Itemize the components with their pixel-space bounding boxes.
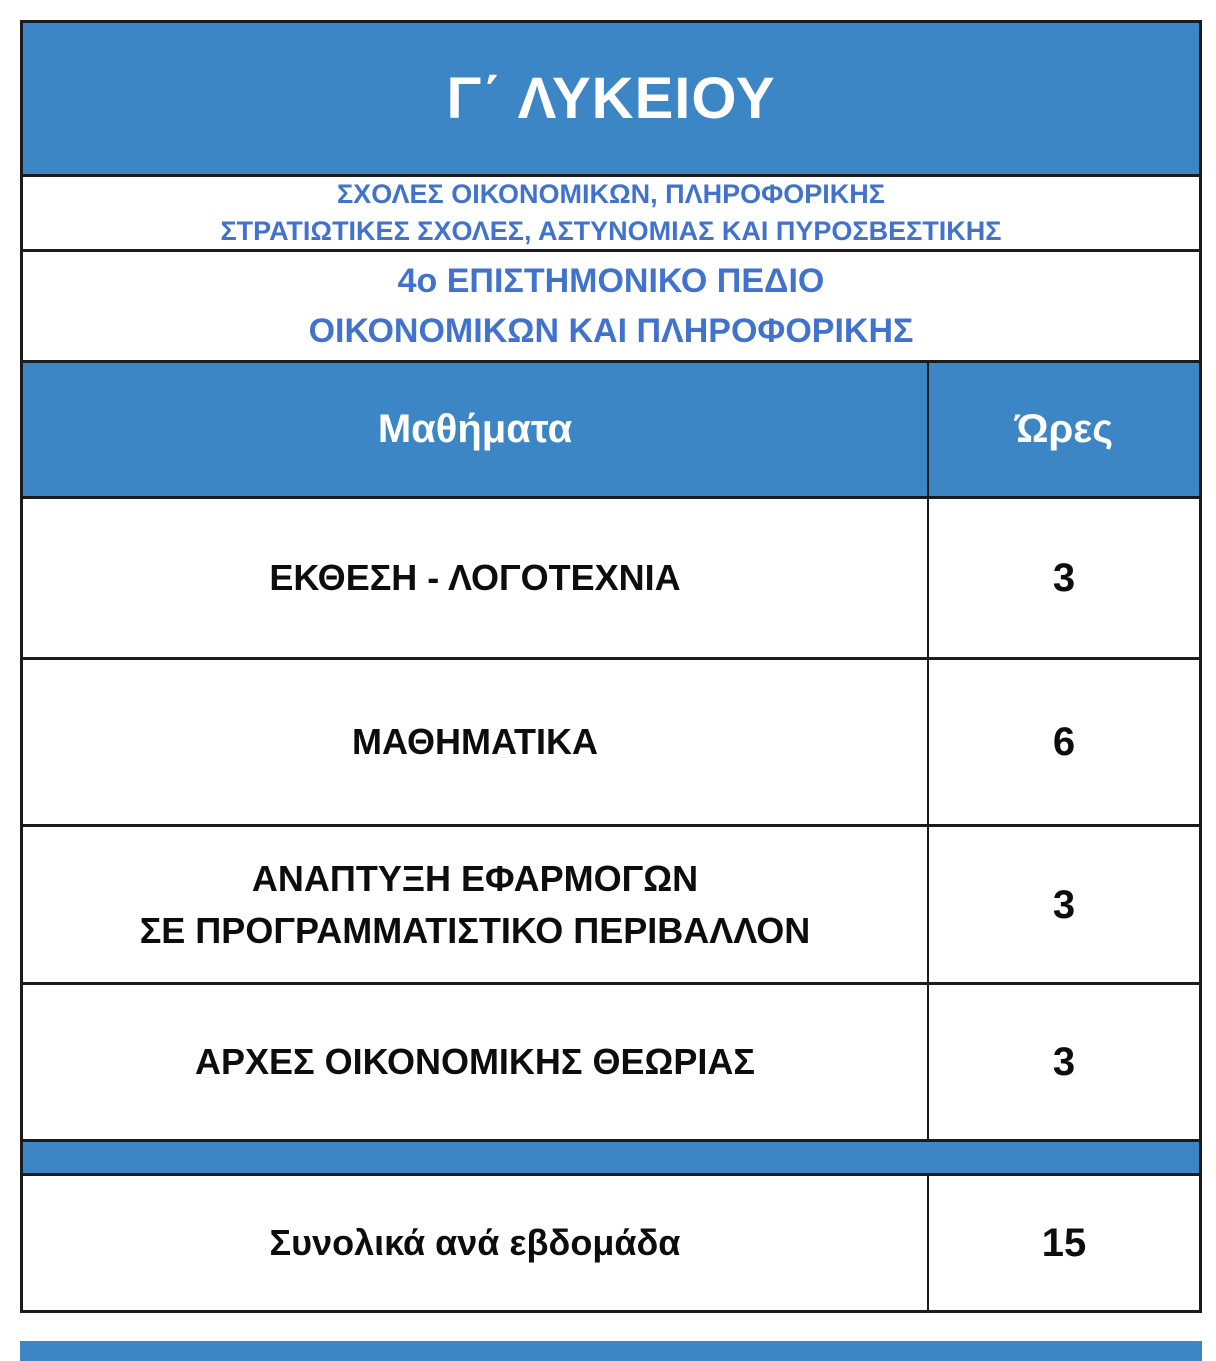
hours-cell [927, 985, 1199, 1139]
subject-label: ΑΡΧΕΣ ΟΙΚΟΝΟΜΙΚΗΣ ΘΕΩΡΙΑΣ [194, 1041, 756, 1082]
field-band [23, 252, 1199, 363]
table-header-row [23, 363, 1199, 499]
bottom-accent-strip [20, 1341, 1202, 1361]
total-label-cell [23, 1176, 927, 1310]
subject-cell [23, 499, 927, 657]
subject-label: ΜΑΘΗΜΑΤΙΚΑ [351, 721, 598, 762]
field-line-2: ΟΙΚΟΝΟΜΙΚΩΝ ΚΑΙ ΠΛΗΡΟΦΟΡΙΚΗΣ [308, 312, 914, 350]
subject-cell [23, 660, 927, 824]
subject-label: ΕΚΘΕΣΗ - ΛΟΓΟΤΕΧΝΙΑ [269, 557, 681, 598]
schools-line-1: ΣΧΟΛΕΣ ΟΙΚΟΝΟΜΙΚΩΝ, ΠΛΗΡΟΦΟΡΙΚΗΣ [336, 179, 885, 209]
hours-value: 3 [1052, 1040, 1076, 1084]
table-row [23, 827, 1199, 985]
subject-cell [23, 985, 927, 1139]
table-row [23, 660, 1199, 827]
total-hours-value: 15 [1041, 1220, 1087, 1265]
schools-band [23, 177, 1199, 252]
field-line-1: 4ο ΕΠΙΣΤΗΜΟΝΙΚΟ ΠΕΔΙΟ [397, 262, 825, 300]
schedule-table [20, 20, 1202, 1313]
hours-header-label: Ώρες [1014, 407, 1114, 451]
subjects-header-label: Μαθήματα [377, 407, 573, 451]
schools-line-2: ΣΤΡΑΤΙΩΤΙΚΕΣ ΣΧΟΛΕΣ, ΑΣΤΥΝΟΜΙΑΣ ΚΑΙ ΠΥΡΟΣΒΕΣΤΙΚΗΣ [220, 216, 1002, 246]
subject-cell [23, 827, 927, 982]
total-row [23, 1176, 1199, 1310]
hours-value: 3 [1052, 556, 1076, 600]
total-hours-cell [927, 1176, 1199, 1310]
total-label: Συνολικά ανά εβδομάδα [269, 1222, 681, 1263]
hours-header-cell [927, 363, 1199, 496]
hours-cell [927, 827, 1199, 982]
grade-title: Γ΄ ΛΥΚΕΙΟΥ [446, 66, 776, 131]
hours-cell [927, 499, 1199, 657]
subjects-header-cell [23, 363, 927, 496]
subject-label-line-2: ΣΕ ΠΡΟΓΡΑΜΜΑΤΙΣΤΙΚΟ ΠΕΡΙΒΑΛΛΟΝ [139, 909, 811, 951]
separator-band [23, 1142, 1199, 1176]
subject-label-line-1: ΑΝΑΠΤΥΞΗ ΕΦΑΡΜΟΓΩΝ [251, 857, 699, 899]
table-row [23, 985, 1199, 1142]
hours-value: 6 [1052, 720, 1076, 764]
hours-cell [927, 660, 1199, 824]
title-band [23, 23, 1199, 177]
hours-value: 3 [1052, 882, 1076, 927]
table-row [23, 499, 1199, 660]
